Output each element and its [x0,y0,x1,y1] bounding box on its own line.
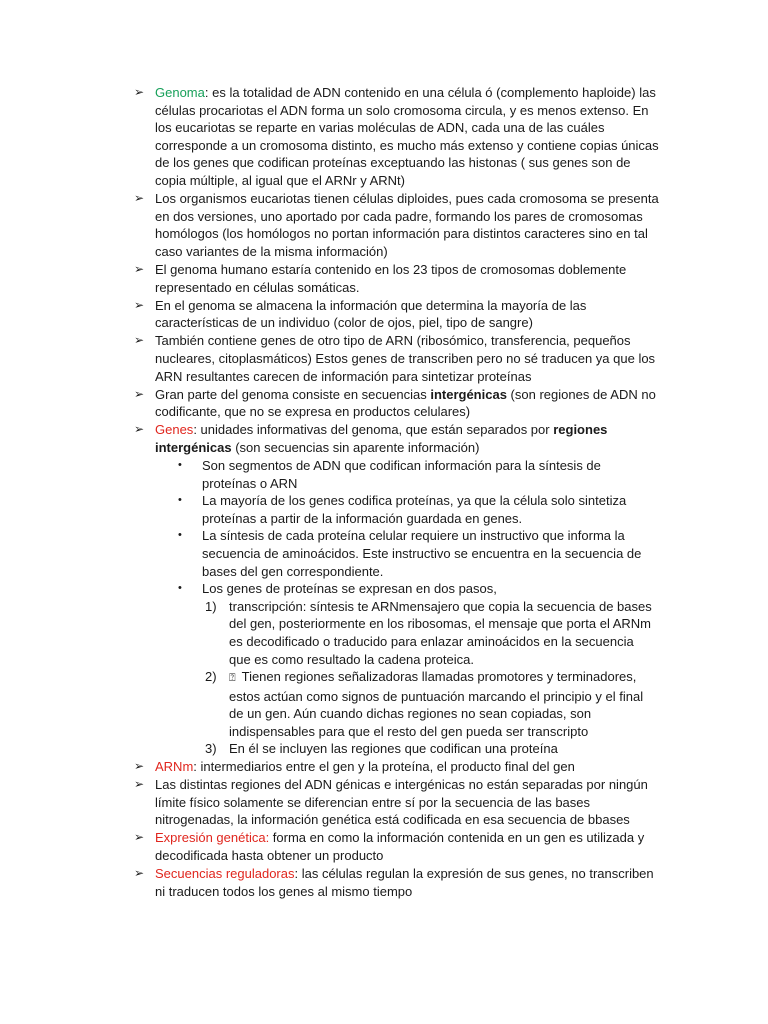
step-number: 2) [205,669,217,685]
arrow-bullet-icon: ➢ [134,866,145,881]
bold-term: intergénicas [430,386,507,402]
step-number: 1) [205,598,217,614]
item-text: También contiene genes de otro tipo de ARN (ribosómico, transferencia, pequeños nucleares, citoplasmáticos) Estos genes de transcriben pero no sé traducen ya que los ARN resultantes carecen de información para sintetizar proteínas [155,333,656,384]
list-item-intergenicas [0,386,660,421]
sub-item [0,457,658,492]
arrow-bullet-icon: ➢ [134,85,145,99]
item-text-b: (son regiones de ADN no codificante, que no se expresa en productos celulares) [155,386,656,420]
list-item-expresion [0,829,660,864]
bold-term: regiones intergénicas [155,422,608,455]
item-text: Los organismos eucariotas tienen células diploides, pues cada cromosoma se presenta en dos versiones, uno aportado por cada padre, formando los pares de cromosomas homólogos (los homólogos no portan información para distintos caracteres sino en tal caso variantes de la misma información) [155,191,659,259]
item-text: forma en como la información contenida en un gen es utilizada y decodificada hasta obtener un producto [155,830,645,864]
step-number: 3) [205,741,217,757]
list-item-arnm [0,758,660,776]
list-item-secuencias [0,865,660,900]
numbered-step [0,668,658,740]
numbered-step [0,740,658,758]
item-text: El genoma humano estaría contenido en los 23 tipos de cromosomas doblemente representado en células somáticas. [155,261,627,295]
term-genes: Genes [155,422,194,438]
term-arnm: ARNm [155,759,194,775]
missing-glyph-icon: ⍰ [229,672,236,685]
item-text: Las distintas regiones del ADN génicas e intergénicas no están separadas por ningún límite físico solamente se diferencian entre sí por la secuencia de las bases nitrogenadas, la información genética está codificada en esa secuencia de bbases [155,777,648,828]
item-text-a: Gran parte del genoma consiste en secuencias [155,386,431,402]
list-item-regiones [0,776,660,829]
step-text: En él se incluyen las regiones que codifican una proteína [229,741,558,757]
list-item-caracteristicas [0,297,660,332]
term-genoma: Genoma [155,85,205,100]
sub-item [0,580,658,598]
list-item-otros-arn [0,332,660,385]
sub-item-text: La mayoría de los genes codifica proteínas, ya que la célula solo sintetiza proteínas a partir de la información guardada en genes. [202,493,627,526]
sub-item [0,527,658,580]
dot-bullet-icon: • [178,458,182,471]
list-item-genoma-humano [0,261,660,296]
arrow-bullet-icon: ➢ [134,830,145,845]
step-text: transcripción: síntesis te ARNmensajero que copia la secuencia de bases del gen, posteriormente en los ribosomas, el mensaje que porta el ARNm es decodificado o traducido para enlazar aminoácidos en la secuencia que es como resultado la cadena proteica. [229,598,652,667]
item-text-a: : unidades informativas del genoma, que están separados por [193,422,554,438]
sub-item [0,492,658,527]
dot-bullet-icon: • [178,582,182,595]
arrow-bullet-icon: ➢ [134,297,145,312]
arrow-bullet-icon: ➢ [134,333,145,348]
item-text: : las células regulan la expresión de sus genes, no transcriben ni traducen todos los genes al mismo tiempo [155,866,654,899]
step-text: Tienen regiones señalizadoras llamadas promotores y terminadores, estos actúan como signos de puntuación marcando el principio y el final de un gen. Aún cuando dichas regiones no sean copiadas, son indispensables para que el resto del gen pueda ser transcripto [229,669,644,739]
term-expresion: Expresión genética: [155,830,270,846]
document-body [0,84,768,901]
sub-item-text: La síntesis de cada proteína celular requiere un instructivo que informa la secuencia de aminoácidos. Este instructivo se encuentra en la secuencia de bases del gen correspondiente. [202,528,642,579]
term-secuencias: Secuencias reguladoras [155,866,295,882]
arrow-bullet-icon: ➢ [134,759,145,774]
sub-item-text: Los genes de proteínas se expresan en dos pasos, [202,581,497,597]
dot-bullet-icon: • [178,494,182,507]
arrow-bullet-icon: ➢ [134,777,145,792]
item-text: : es la totalidad de ADN contenido en una célula ó (complemento haploide) las células procariotas el ADN forma un solo cromosoma circula, y es menos extenso. En los eucariotas se reparte en varias moléculas de ADN, cada una de las cuáles corresponde a un cromosoma distinto, es mucho más extenso y contiene copias únicas de los genes que codifican proteínas exceptuando las histonas ( sus genes son de copia múltiple, al igual que el ARNr y ARNt) [155,85,659,188]
dot-bullet-icon: • [178,529,182,542]
arrow-bullet-icon: ➢ [134,386,145,401]
numbered-step [0,598,658,668]
sub-item-text: Son segmentos de ADN que codifican información para la síntesis de proteínas o ARN [202,457,601,491]
list-item-genoma [0,84,660,190]
item-text: En el genoma se almacena la información que determina la mayoría de las características de un individuo (color de ojos, piel, tipo de sangre) [155,297,587,331]
arrow-bullet-icon: ➢ [134,422,145,437]
list-item-eucariotas [0,190,660,260]
arrow-bullet-icon: ➢ [134,191,145,206]
arrow-bullet-icon: ➢ [134,261,145,276]
list-item-genes [0,421,660,456]
item-text-b: (son secuencias sin aparente información) [231,439,480,455]
item-text: : intermediarios entre el gen y la proteína, el producto final del gen [193,759,575,775]
